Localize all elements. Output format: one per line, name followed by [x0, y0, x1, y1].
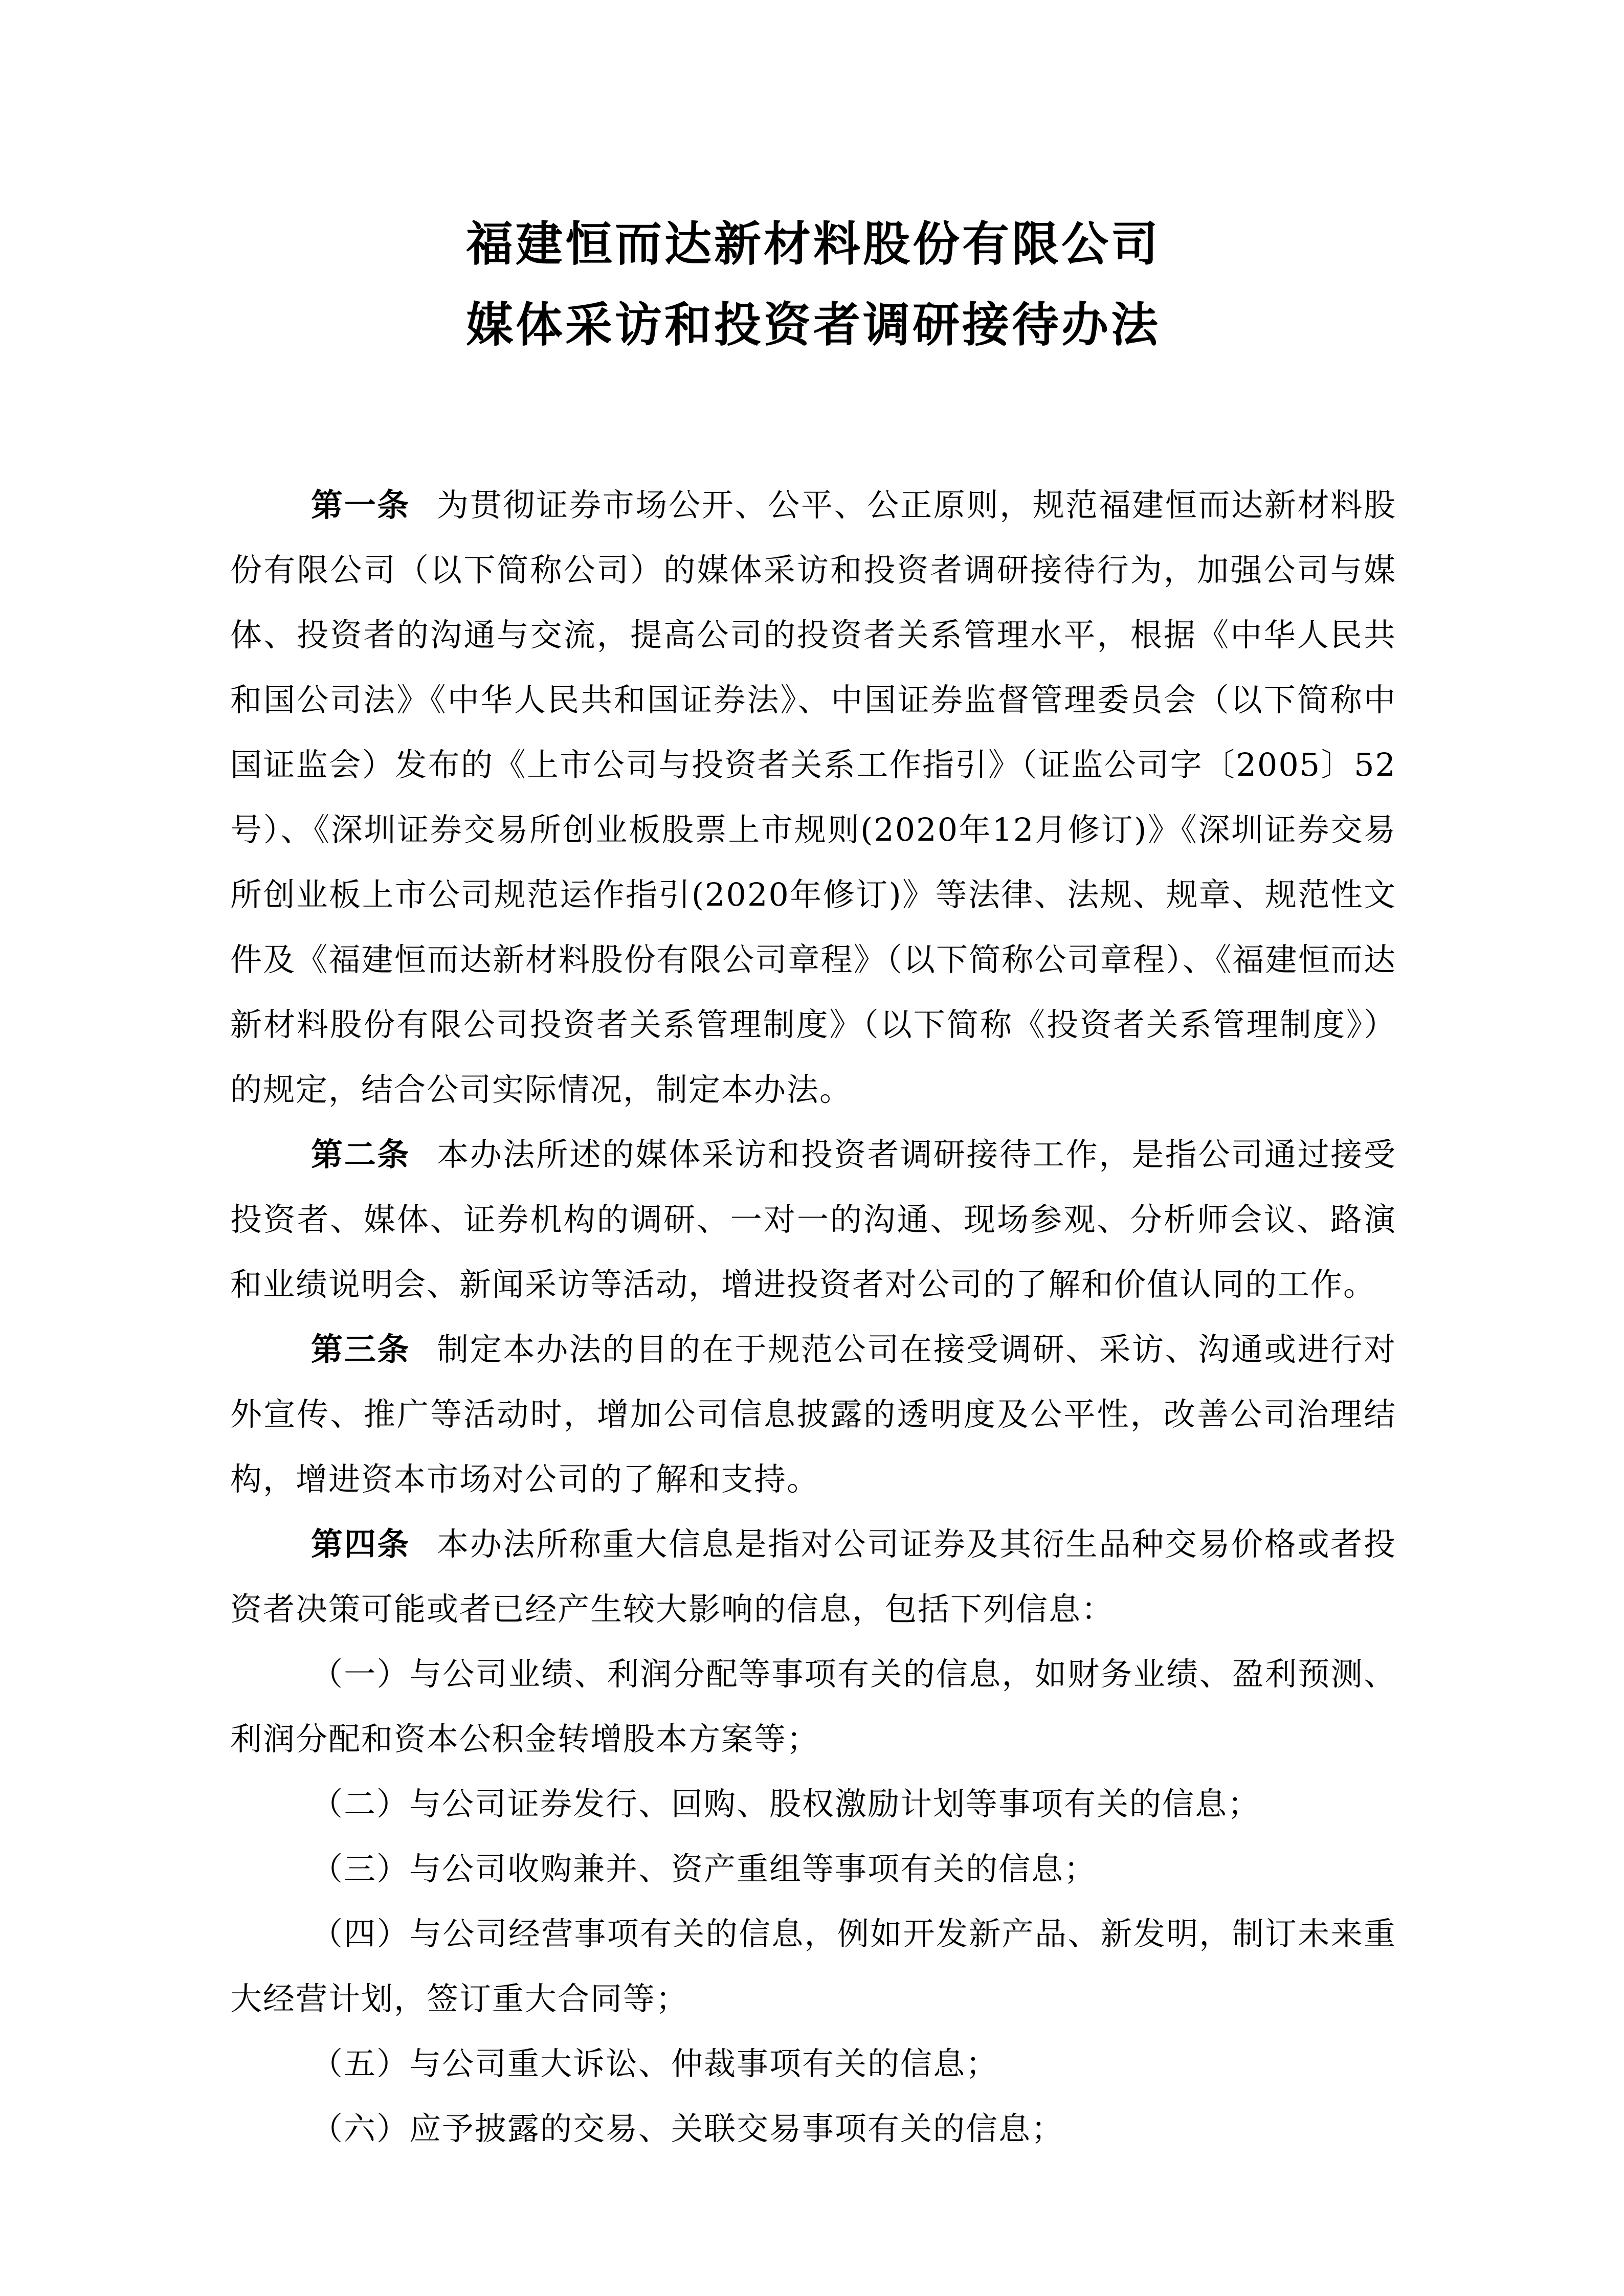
document-title	[230, 204, 1396, 365]
article-paragraph-2	[230, 1122, 1396, 1317]
list-item-6: （六）应予披露的交易、关联交易事项有关的信息；	[311, 2110, 1064, 2147]
article-paragraph-1	[230, 472, 1396, 1122]
article-text-1: 为贯彻证券市场公开、公平、公正原则，规范福建恒而达新材料股份有限公司（以下简称公司）的媒体采访和投资者调研接待行为，加强公司与媒体、投资者的沟通与交流，提高公司的投资者关系管理水平，根据《中华人民共和国公司法》《中华人民共和国证券法》、中国证券监督管理委员会（以下简称中国证监会）发布的《上市公司与投资者关系工作指引》（证监公司字〔2005〕52号）、《深圳证券交易所创业板股票上市规则(2020年12月修订)》《深圳证券交易所创业板上市公司规范运作指引(2020年修订)》等法律、法规、规章、规范性文件及《福建恒而达新材料股份有限公司章程》（以下简称公司章程）、《福建恒而达新材料股份有限公司投资者关系管理制度》（以下简称《投资者关系管理制度》）的规定，结合公司实际情况，制定本办法。	[230, 486, 1396, 1108]
list-item-2: （二）与公司证券发行、回购、股权激励计划等事项有关的信息；	[311, 1785, 1261, 1822]
article-text-2: 本办法所述的媒体采访和投资者调研接待工作，是指公司通过接受投资者、媒体、证券机构的调研、一对一的沟通、现场参观、分析师会议、路演和业绩说明会、新闻采访等活动，增进投资者对公司的了解和价值认同的工作。	[230, 1136, 1396, 1303]
article-paragraph-4	[230, 1512, 1396, 1641]
article-text-4: 本办法所称重大信息是指对公司证券及其衍生品种交易价格或者投资者决策可能或者已经产生较大影响的信息，包括下列信息：	[230, 1525, 1396, 1628]
list-item-4: （四）与公司经营事项有关的信息，例如开发新产品、新发明，制订未来重大经营计划，签订重大合同等；	[230, 1915, 1396, 2017]
list-item-5: （五）与公司重大诉讼、仲裁事项有关的信息；	[311, 2045, 999, 2082]
article-text-3: 制定本办法的目的在于规范公司在接受调研、采访、沟通或进行对外宣传、推广等活动时，增加公司信息披露的透明度及公平性，改善公司治理结构，增进资本市场对公司的了解和支持。	[230, 1331, 1396, 1498]
document-title-line-1: 福建恒而达新材料股份有限公司	[465, 216, 1161, 272]
list-item-3: （三）与公司收购兼并、资产重组等事项有关的信息；	[311, 1850, 1097, 1887]
article-paragraph-3	[230, 1317, 1396, 1512]
document-title-line-2: 媒体采访和投资者调研接待办法	[465, 297, 1161, 352]
article-label-4: 第四条	[311, 1525, 411, 1563]
list-item-1: （一）与公司业绩、利润分配等事项有关的信息，如财务业绩、盈利预测、利润分配和资本公积金转增股本方案等；	[230, 1655, 1396, 1758]
article-label-1: 第一条	[311, 486, 411, 524]
article-label-3: 第三条	[311, 1331, 411, 1368]
document-body	[230, 472, 1396, 2161]
article-label-2: 第二条	[311, 1136, 411, 1173]
